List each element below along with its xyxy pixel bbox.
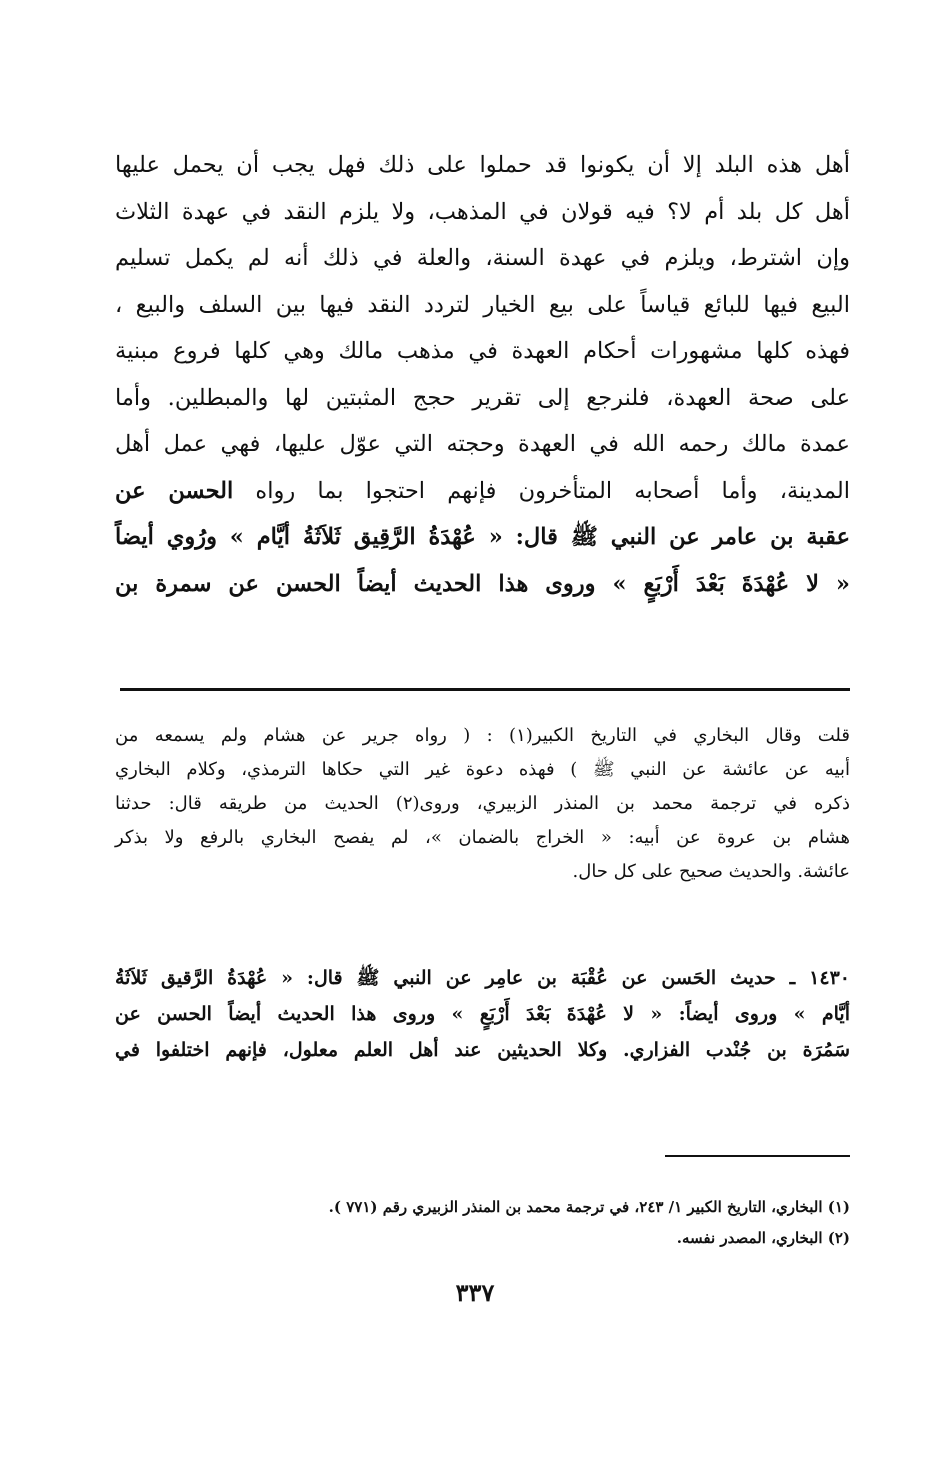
main-line-bold: عقبة بن عامر عن النبي ﷺ قال: « عُهْدَةُ الرَّقِيق ثَلاَثَةُ أيَّام » ورُوي أيضاً — [115, 524, 850, 550]
main-line: فهذه كلها مشهورات أحكام العهدة في مذهب مالك وهي كلها فروع مبنية — [115, 338, 850, 364]
main-text — [115, 142, 850, 607]
hadith-line: ١٤٣٠ ـ حديث الحَسن عن عُقْبَة بن عامِر عن النبي ﷺ قال: « عُهْدَةُ الرَّقيق ثَلاَثَةُ — [115, 967, 850, 989]
footnote-item: (٢) البخاري، المصدر نفسه. — [676, 1229, 850, 1247]
note-line: قلت وقال البخاري في التاريخ الكبير(١) : ( رواه جرير عن هشام ولم يسمعه من — [115, 725, 850, 746]
note-line: عائشة. والحديث صحيح على كل حال. — [572, 861, 850, 882]
note-line: أبيه عن عائشة عن النبي ﷺ ) فهذه دعوة غير التي حكاها الترمذي، وكلام البخاري — [115, 759, 850, 780]
footnote-divider — [665, 1155, 850, 1157]
page-number: ٣٣٧ — [455, 1278, 495, 1307]
main-line: أهل كل بلد أم لا؟ فيه قولان في المذهب، ولا يلزم النقد في عهدة الثلاث — [115, 198, 850, 225]
note-line: هشام بن عروة عن أبيه: « الخراج بالضمان »، لم يفصح البخاري بالرفع ولا بذكر — [115, 827, 850, 848]
commentary-notes — [115, 719, 850, 889]
main-line — [115, 468, 850, 515]
footnote-item: (١) البخاري، التاريخ الكبير ١/ ٢٤٣، في ترجمة محمد بن المنذر الزبيري رقم (٧٧١ ). — [328, 1198, 850, 1216]
hadith-entry — [115, 960, 850, 1068]
main-line: على صحة العهدة، فلنرجع إلى تقرير حجج المثبتين لها والمبطلين. وأما — [115, 384, 850, 411]
main-line-bold: « لا عُهْدَةَ بَعْدَ أَرْبَعٍ » وروى هذا الحديث أيضاً الحسن عن سمرة بن — [115, 570, 850, 597]
section-divider — [120, 688, 850, 691]
main-line: عمدة مالك رحمه الله في العهدة وحجته التي عوّل عليها، فهي عمل أهل — [115, 431, 850, 457]
footnotes — [115, 1192, 850, 1254]
note-line: ذكره في ترجمة محمد بن المنذر الزبيري، وروى(٢) الحديث من طريقه قال: حدثنا — [115, 793, 850, 814]
main-line: وإن اشترط، ويلزم في عهدة السنة، والعلة في ذلك أنه لم يكمل تسليم — [115, 245, 850, 271]
main-line-bold: الحسن عن — [115, 477, 234, 504]
hadith-line: أيَّام » وروى أيضاً: « لا عُهْدَةَ بَعْدَ أَرْبَعٍ » وروى هذا الحديث أيضاً الحسن عن — [115, 1003, 850, 1025]
main-line-regular: المدينة، وأما أصحابه المتأخرون فإنهم احتجوا بما رواه — [233, 477, 850, 504]
main-line: البيع فيها للبائع قياساً على بيع الخيار لتردد النقد فيها بين السلف والبيع ، — [115, 291, 850, 318]
hadith-line: سَمُرَة بن جُنْدب الفزاري. وكلا الحديثين عند أهل العلم معلول، فإنهم اختلفوا في — [115, 1039, 850, 1061]
main-line: أهل هذه البلد إلا أن يكونوا قد حملوا على ذلك فهل يجب أن يحمل عليها — [115, 152, 850, 178]
